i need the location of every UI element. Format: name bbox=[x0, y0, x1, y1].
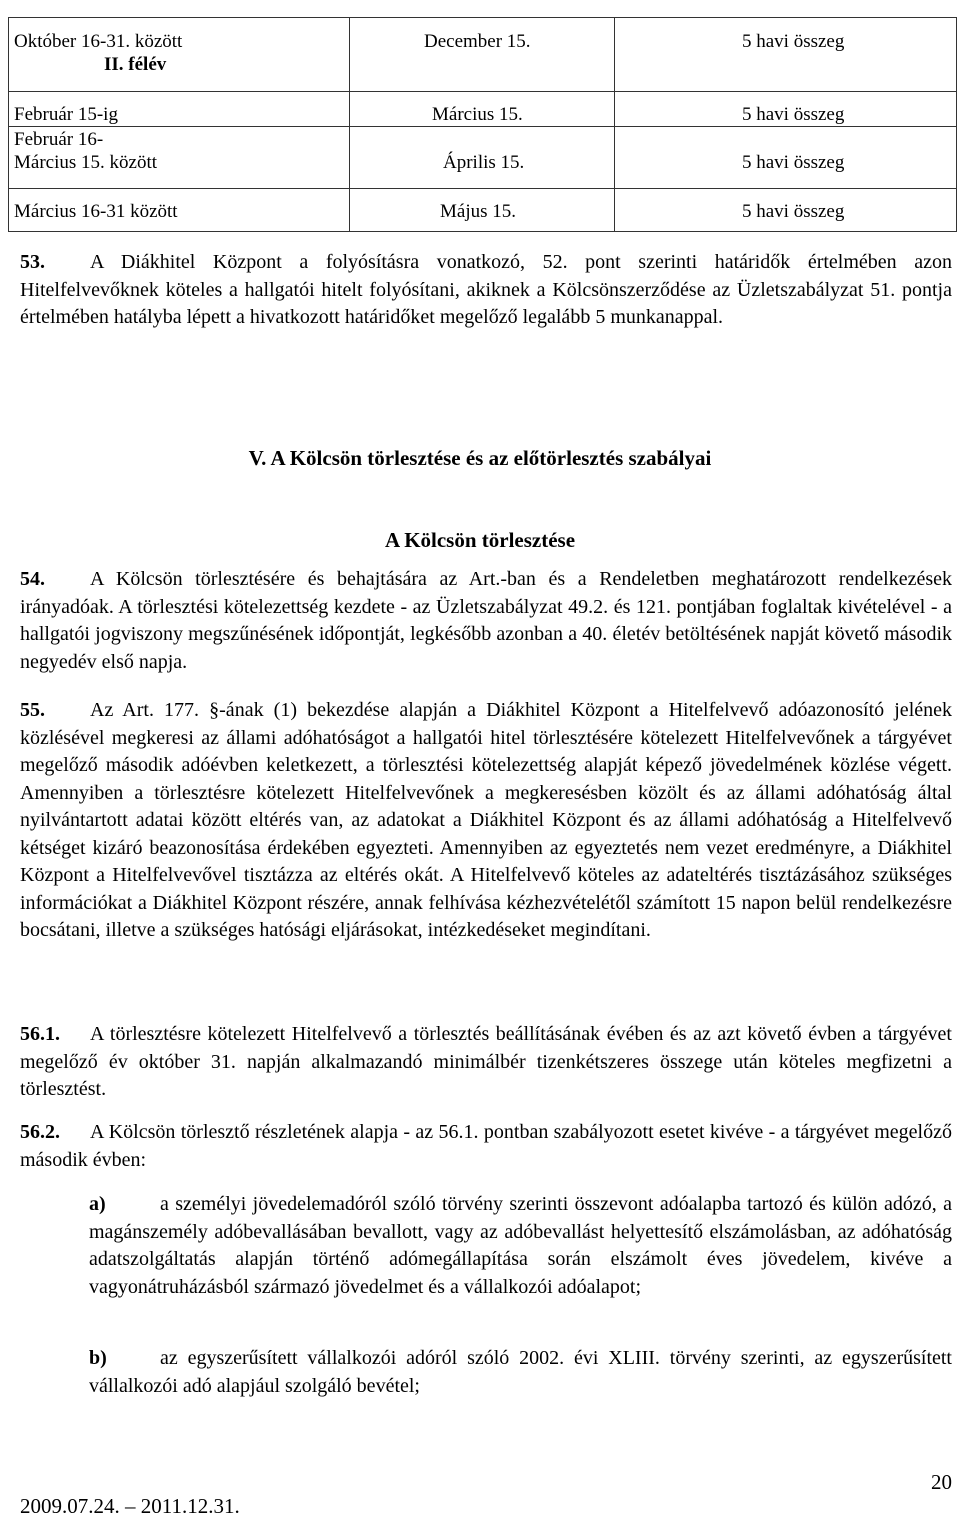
paragraph-53 bbox=[20, 249, 952, 332]
table-line bbox=[8, 188, 957, 189]
paragraph-number: 56.1. bbox=[20, 1023, 60, 1045]
paragraph-text: Az Art. 177. §-ának (1) bekezdése alapján a Diákhitel Központ a Hitelfelvevő adóazonosító jelének közlésével megkeresi az állami adóhatóságot a hallgatói hitel törlesztésére kötelezett Hitelfelvevőnek a tárgyévet megelőző második adóévben keletkezett, a törlesztési kötelezettség alapját képező jövedelmének közlése végett. Amennyiben a törlesztésre kötelezett Hitelfelvevőnek a megkeresésben közölt és az állami adóhatóság által nyilvántartott adatai között eltérés van, az adatokat a Diákhitel Központ és az állami adóhatóság a Hitelfelvevő kétséget kizáró beazonosítása érdekében egyezteti. Amennyiben az egyeztetés nem vezet eredményre, a Diákhitel Központ a Hitelfelvevővel tisztázza az eltérés okát. A Hitelfelvevő köteles az adateltérés tisztázásához szükséges információkat a Diákhitel Központ részére, annak felhívása kézhezvételétől számított 15 napon belül rendelkezésre bocsátani, illetve a szükséges hatósági eljárásokat, intézkedéseket megindítani. bbox=[20, 699, 952, 941]
paragraph-text: A törlesztésre kötelezett Hitelfelvevő a törlesztés beállításának évében és az azt követő évben a tárgyévet megelőző év október 31. napján alkalmazandó minimálbér tizenkétszeres összege után köteles megfizetni a törlesztést. bbox=[20, 1023, 952, 1100]
table-cell: Február 15-ig bbox=[14, 104, 118, 125]
table-cell: Április 15. bbox=[443, 152, 525, 173]
table-line bbox=[8, 231, 957, 232]
semester-heading: II. félév bbox=[104, 54, 167, 75]
subsection-title: A Kölcsön törlesztése bbox=[384, 528, 576, 552]
paragraph-text: A Diákhitel Központ a folyósításra vonatkozó, 52. pont szerinti határidők értelmében azon Hitelfelvevőknek köteles a hallgatói hitelt folyósítani, akiknek a Kölcsönszerződése az Üzletszabályzat 51. pontja értelmében hatályba lépett a hivatkozott határidőket megelőző legalább 5 munkanappal. bbox=[20, 251, 952, 328]
table-cell: Február 16- bbox=[14, 129, 104, 150]
table-line bbox=[349, 17, 350, 231]
table-line bbox=[8, 17, 957, 18]
paragraph-text: A Kölcsön törlesztő részletének alapja - az 56.1. pontban szabályozott esetet kivéve - a tárgyévet megelőző második évben: bbox=[20, 1121, 952, 1171]
table-line bbox=[8, 91, 957, 92]
paragraph-56-1 bbox=[20, 1021, 952, 1104]
table-cell: 5 havi összeg bbox=[742, 31, 845, 52]
section-title: V. A Kölcsön törlesztése és az előtörlesztés szabályai bbox=[248, 446, 712, 470]
table-line bbox=[614, 17, 615, 231]
list-label: b) bbox=[89, 1347, 107, 1369]
list-text: az egyszerűsített vállalkozói adóról szóló 2002. évi XLIII. törvény szerinti, az egyszerűsített vállalkozói adó alapjául szolgáló bevétel; bbox=[89, 1347, 952, 1397]
list-item-a bbox=[89, 1191, 952, 1301]
paragraph-number: 55. bbox=[20, 699, 45, 721]
table-cell: Március 16-31 között bbox=[14, 201, 178, 222]
paragraph-number: 54. bbox=[20, 568, 45, 590]
list-label: a) bbox=[89, 1193, 106, 1215]
table-line bbox=[956, 17, 957, 231]
table-cell: Március 15. bbox=[432, 104, 523, 125]
paragraph-number: 53. bbox=[20, 251, 45, 273]
footer-dates: 2009.07.24. – 2011.12.31. bbox=[20, 1494, 240, 1518]
paragraph-text: A Kölcsön törlesztésére és behajtására az Art.-ban és a Rendeletben meghatározott rendelkezések irányadóak. A törlesztési kötelezettség kezdete - az Üzletszabályzat 49.2. és 121. pontjában foglaltak kivételével - a hallgatói jogviszony megszűnésének időpontját, legkésőbb azonban a 40. életév betöltésének napját követő második negyedév első napja. bbox=[20, 568, 952, 673]
list-text: a személyi jövedelemadóról szóló törvény szerinti összevont adóalapba tartozó és külön adózó, a magánszemély adóbevallásában bevallott, vagy az adóbevallást helyettesítő elszámolásban, az adóhatóság adatszolgáltatás alapján történő adómegállapítása során elszámolt éves jövedelem, kivéve a vagyonátruházásból származó jövedelmet és a vállalkozói adóalapot; bbox=[89, 1193, 952, 1298]
paragraph-number: 56.2. bbox=[20, 1121, 60, 1143]
table-cell: 5 havi összeg bbox=[742, 104, 845, 125]
table-cell: Március 15. között bbox=[14, 152, 158, 173]
paragraph-56-2 bbox=[20, 1119, 952, 1174]
table-cell: Október 16-31. között bbox=[14, 31, 183, 52]
paragraph-55 bbox=[20, 697, 952, 945]
table-cell: Május 15. bbox=[440, 201, 516, 222]
table-line bbox=[8, 17, 9, 231]
list-item-b bbox=[89, 1345, 952, 1400]
page-number: 20 bbox=[931, 1470, 952, 1494]
table-cell: December 15. bbox=[424, 31, 531, 52]
table-cell: 5 havi összeg bbox=[742, 152, 845, 173]
table-line bbox=[8, 126, 957, 127]
table-cell: 5 havi összeg bbox=[742, 201, 845, 222]
schedule-table bbox=[8, 0, 957, 232]
paragraph-54 bbox=[20, 566, 952, 676]
